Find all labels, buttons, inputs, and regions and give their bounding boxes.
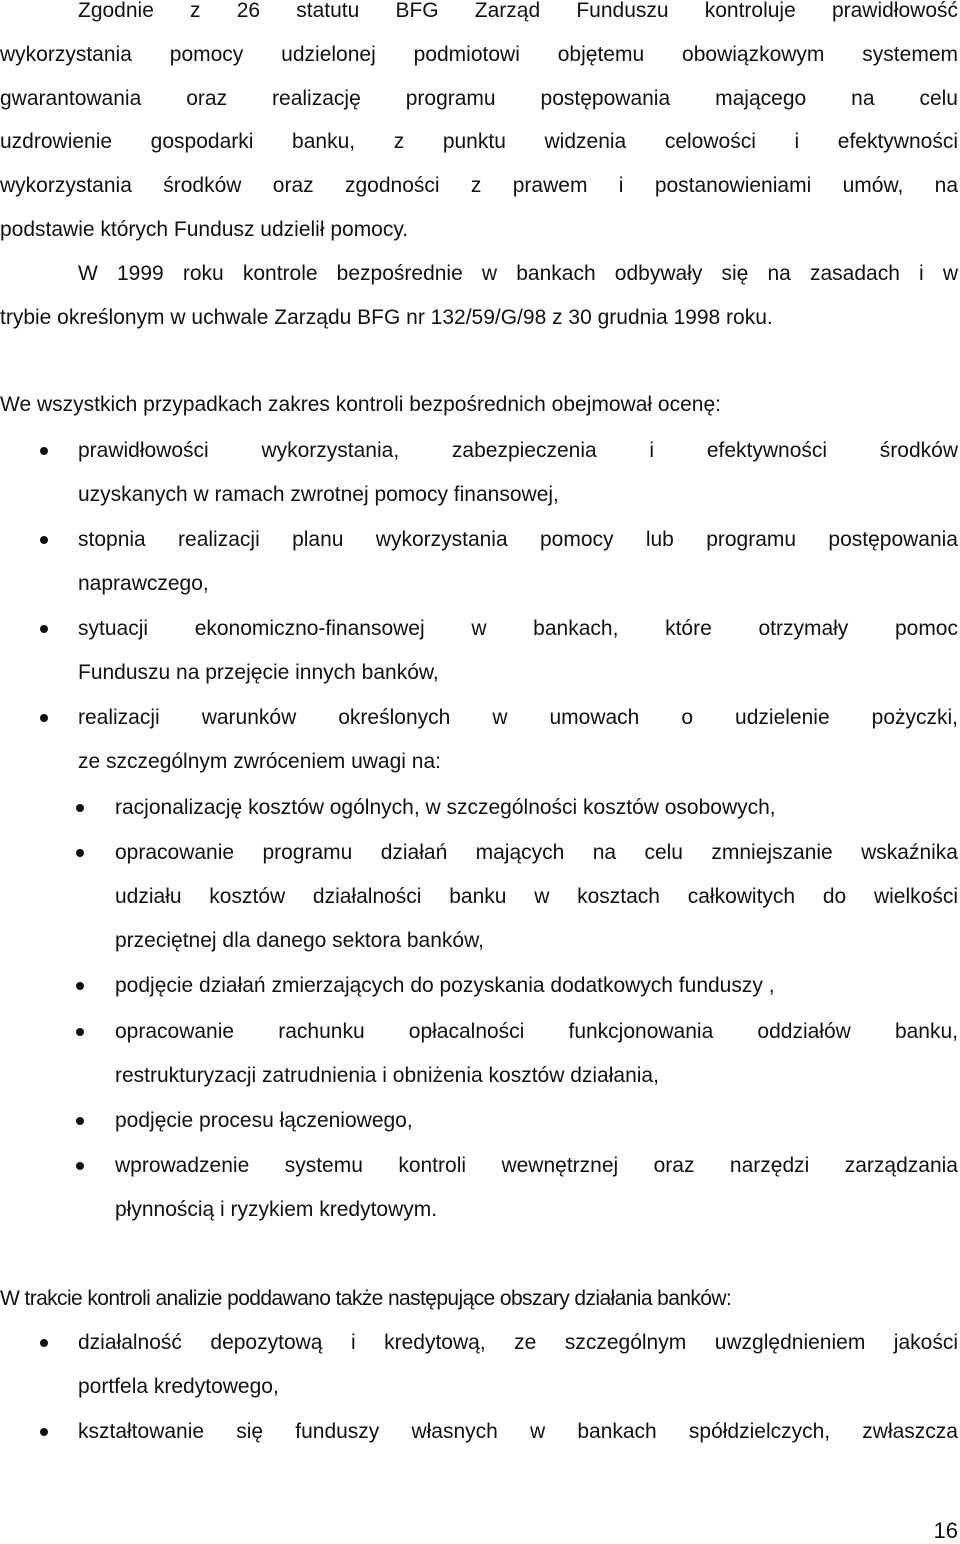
paragraph-line: uzdrowienie gospodarki banku, z punktu widzenia celowości i efektywności: [0, 130, 958, 153]
list-item-line: udziału kosztów działalności banku w kosztach całkowitych do wielkości: [115, 885, 958, 908]
page-number: 16: [933, 1518, 958, 1543]
list-item-line: płynnością i ryzykiem kredytowym.: [115, 1198, 438, 1221]
bullet-icon: [40, 1339, 48, 1347]
list-item-line: naprawczego,: [78, 572, 209, 595]
bullet-icon: [76, 849, 84, 857]
list-item-line: sytuacji ekonomiczno-finansowej w bankach, które otrzymały pomoc: [78, 617, 958, 640]
list-item-line: wprowadzenie systemu kontroli wewnętrznej oraz narzędzi zarządzania: [115, 1154, 958, 1177]
list-item-line: uzyskanych w ramach zwrotnej pomocy finansowej,: [78, 483, 559, 506]
list-item-line: restrukturyzacji zatrudnienia i obniżenia kosztów działania,: [115, 1064, 659, 1087]
bullet-icon: [40, 447, 48, 455]
list-item-line: prawidłowości wykorzystania, zabezpieczenia i efektywności środków: [78, 439, 958, 462]
list-item-line: ze szczególnym zwróceniem uwagi na:: [78, 750, 441, 773]
bullet-icon: [76, 982, 84, 990]
bullet-icon: [40, 625, 48, 633]
list-item-line: portfela kredytowego,: [78, 1375, 279, 1398]
list-item-line: stopnia realizacji planu wykorzystania pomocy lub programu postępowania: [78, 528, 958, 551]
paragraph-line: podstawie których Fundusz udzielił pomocy.: [0, 218, 409, 241]
list-item-line: przeciętnej dla danego sektora banków,: [115, 929, 484, 952]
paragraph-line: wykorzystania środków oraz zgodności z prawem i postanowieniami umów, na: [0, 174, 958, 197]
paragraph-line: trybie określonym w uchwale Zarządu BFG nr 132/59/G/98 z 30 grudnia 1998 roku.: [0, 306, 773, 329]
bullet-icon: [40, 1428, 48, 1436]
bullet-icon: [76, 1028, 84, 1036]
list-item-line: opracowanie rachunku opłacalności funkcjonowania oddziałów banku,: [115, 1020, 958, 1043]
bullet-icon: [40, 536, 48, 544]
list-item-line: kształtowanie się funduszy własnych w bankach spółdzielczych, zwłaszcza: [78, 1420, 958, 1443]
list-item-line: opracowanie programu działań mających na celu zmniejszanie wskaźnika: [115, 841, 958, 864]
section-intro: We wszystkich przypadkach zakres kontroli bezpośrednich obejmował ocenę:: [0, 393, 721, 416]
list-item-line: podjęcie działań zmierzających do pozyskania dodatkowych funduszy ,: [115, 974, 775, 997]
bullet-icon: [76, 1117, 84, 1125]
paragraph-line: gwarantowania oraz realizację programu postępowania mającego na celu: [0, 87, 958, 110]
paragraph-line: W 1999 roku kontrole bezpośrednie w bankach odbywały się na zasadach i w: [78, 262, 958, 285]
list-item-line: działalność depozytową i kredytową, ze szczególnym uwzględnieniem jakości: [78, 1331, 958, 1354]
section-intro: W trakcie kontroli analizie poddawano także następujące obszary działania banków:: [0, 1287, 732, 1310]
bullet-icon: [40, 714, 48, 722]
list-item-line: Funduszu na przejęcie innych banków,: [78, 661, 439, 684]
list-item-line: realizacji warunków określonych w umowach o udzielenie pożyczki,: [78, 706, 958, 729]
bullet-icon: [76, 804, 84, 812]
paragraph-line: Zgodnie z 26 statutu BFG Zarząd Funduszu kontroluje prawidłowość: [78, 0, 958, 22]
paragraph-line: wykorzystania pomocy udzielonej podmiotowi objętemu obowiązkowym systemem: [0, 43, 958, 66]
bullet-icon: [76, 1162, 84, 1170]
list-item-line: racjonalizację kosztów ogólnych, w szczególności kosztów osobowych,: [115, 796, 776, 819]
list-item-line: podjęcie procesu łączeniowego,: [115, 1109, 413, 1132]
